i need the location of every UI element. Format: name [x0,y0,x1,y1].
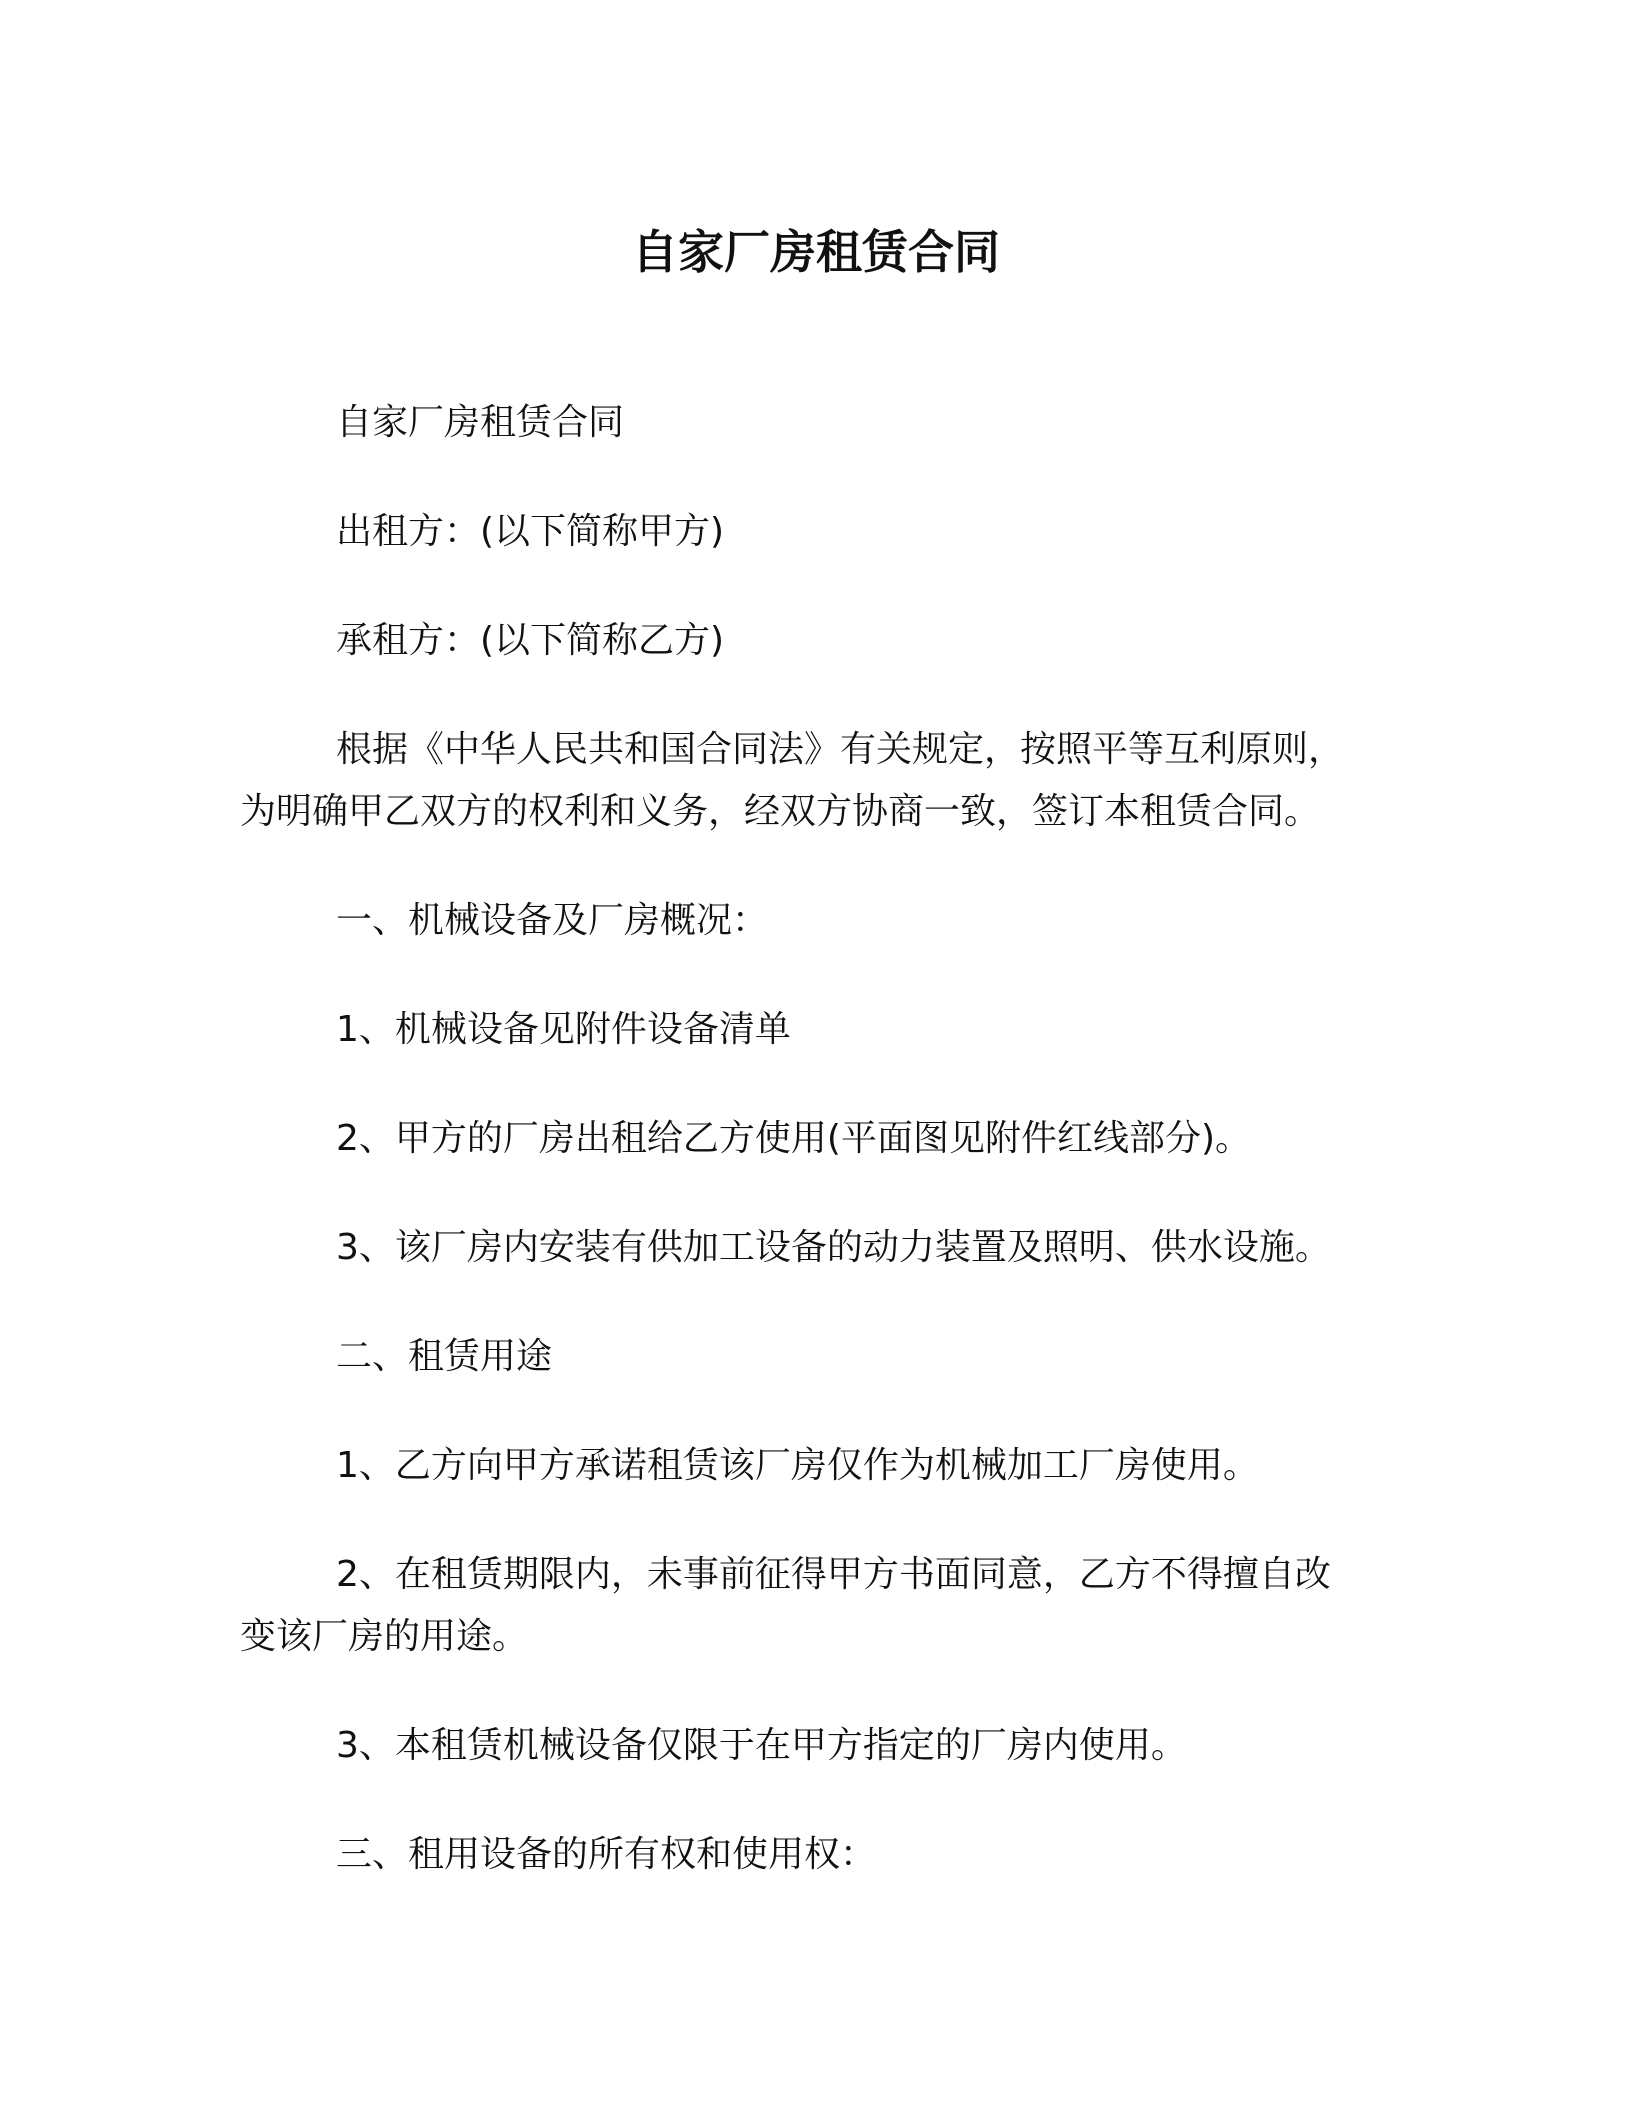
clause-2-3: 3、本租赁机械设备仅限于在甲方指定的厂房内使用。 [336,1725,1187,1766]
paragraph-lessor: 出租方：(以下简称甲方) [336,511,725,552]
clause-2-1: 1、乙方向甲方承诺租赁该厂房仅作为机械加工厂房使用。 [336,1445,1259,1486]
clause-2-2: 2、在租赁期限内，未事前征得甲方书面同意，乙方不得擅自改变该厂房的用途。 [240,1554,1331,1657]
section-heading-3: 三、租用设备的所有权和使用权： [336,1834,877,1875]
paragraph-heading-repeat: 自家厂房租赁合同 [336,402,625,443]
paragraph-lessee: 承租方：(以下简称乙方) [336,620,725,661]
clause-1-2: 2、甲方的厂房出租给乙方使用(平面图见附件红线部分)。 [336,1118,1251,1159]
section-heading-1: 一、机械设备及厂房概况： [336,900,769,941]
paragraph-preamble: 根据《中华人民共和国合同法》有关规定，按照平等互利原则，为明确甲乙双方的权利和义务，经双方协商一致，签订本租赁合同。 [240,729,1345,832]
clause-1-1: 1、机械设备见附件设备清单 [336,1009,791,1050]
section-heading-2: 二、租赁用途 [336,1336,553,1377]
clause-1-3: 3、该厂房内安装有供加工设备的动力装置及照明、供水设施。 [336,1227,1331,1268]
document-body [240,392,1360,1933]
document-title: 自家厂房租赁合同 [632,225,1000,279]
